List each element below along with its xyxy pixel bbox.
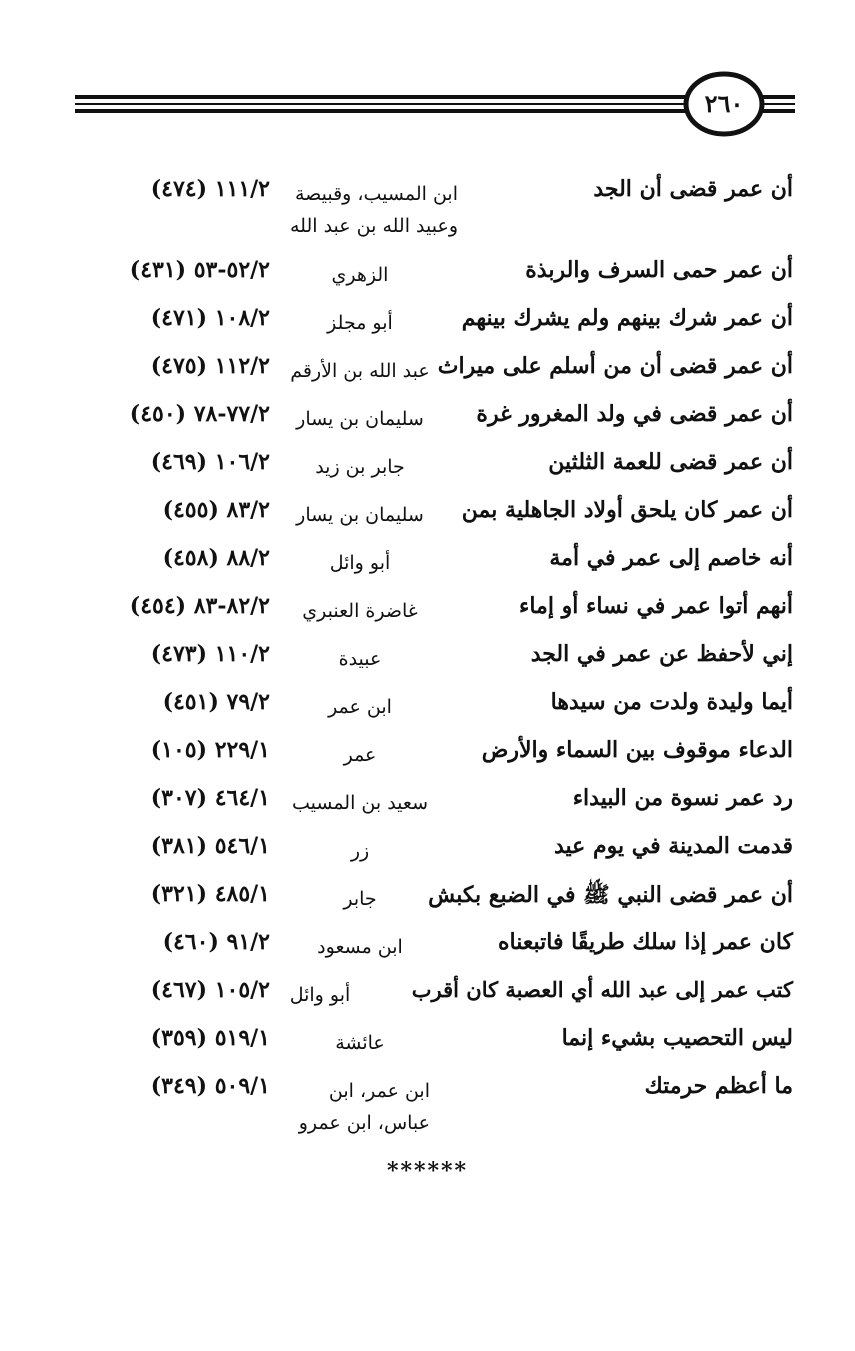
entry-reference: ٧٧/٢-٧٨ (٤٥٠) [129,401,270,427]
index-entry [0,441,855,489]
index-entry [0,969,855,1017]
entry-title: رد عمر نسوة من البيداء [572,785,793,811]
entry-reference: ٧٩/٢ (٤٥١) [162,689,270,715]
entry-narrator: زر [350,840,370,862]
entry-reference: ١١٢/٢ (٤٧٥) [150,353,270,379]
entry-reference: ٤٦٤/١ (٣٠٧) [150,785,270,811]
entry-title: أن عمر قضى في ولد المغرور غرة [476,401,793,427]
entry-reference: ١٠٥/٢ (٤٦٧) [150,977,270,1003]
entry-narrator: ابن المسيب، وقبيصة وعبيد الله بن عبد الله [290,183,458,237]
index-entry [0,345,855,393]
entry-reference: ٨٢/٢-٨٣ (٤٥٤) [129,593,270,619]
index-entry [0,297,855,345]
entry-reference: ١١٠/٢ (٤٧٣) [150,641,270,667]
page-header [0,0,855,170]
entry-title: أن عمر شرك بينهم ولم يشرك بينهم [461,305,793,331]
entry-narrator: عائشة [335,1032,385,1054]
index-entry [0,825,855,873]
entry-title: أن عمر قضى النبي ﷺ في الضبع بكبش [428,882,793,908]
index-entry [0,489,855,537]
entry-title: أن عمر قضى أن من أسلم على ميراث [437,353,793,379]
entry-narrator: ابن عمر، ابن عباس، ابن عمرو [298,1080,430,1134]
entry-narrator: ابن عمر [328,696,392,718]
entry-title: أن عمر قضى أن الجد [593,176,793,202]
index-entry [0,873,855,921]
index-list [0,168,855,1146]
entry-narrator: أبو مجلز [327,312,393,334]
entry-reference: ٨٨/٢ (٤٥٨) [162,545,270,571]
entry-title: الدعاء موقوف بين السماء والأرض [481,737,793,763]
entry-narrator: عبيدة [338,648,382,670]
entry-reference: ٥١٩/١ (٣٥٩) [150,1025,270,1051]
entry-narrator: عمر [343,744,377,766]
index-entry [0,777,855,825]
entry-title: قدمت المدينة في يوم عيد [553,833,793,859]
index-entry [0,681,855,729]
entry-narrator: الزهري [331,264,389,286]
entry-reference: ٥٤٦/١ (٣٨١) [150,833,270,859]
entry-narrator: غاضرة العنبري [302,600,418,622]
index-entry [0,537,855,585]
entry-title: أن عمر حمى السرف والربذة [525,257,793,283]
entry-title: ليس التحصيب بشيء إنما [561,1025,793,1051]
entry-reference: ١٠٨/٢ (٤٧١) [150,305,270,331]
entry-narrator: أبو وائل [289,984,351,1006]
entry-reference: ١٠٦/٢ (٤٦٩) [150,449,270,475]
index-entry [0,168,855,249]
index-entry [0,633,855,681]
entry-narrator: جابر بن زيد [315,456,405,478]
entry-reference: ٩١/٢ (٤٦٠) [162,929,270,955]
end-marker: ****** [386,1158,469,1184]
entry-narrator: أبو وائل [329,552,391,574]
entry-title: أنه خاصم إلى عمر في أمة [549,545,793,571]
entry-title: إني لأحفظ عن عمر في الجد [530,641,793,667]
entry-title: ما أعظم حرمتك [644,1073,793,1099]
index-entry [0,393,855,441]
entry-reference: ٤٨٥/١ (٣٢١) [150,881,270,907]
index-entry [0,1065,855,1146]
entry-title: أن عمر قضى للعمة الثلثين [548,449,793,475]
index-entry [0,729,855,777]
entry-narrator: عبد الله بن الأرقم [290,360,430,382]
index-entry [0,921,855,969]
entry-narrator: سعيد بن المسيب [291,792,428,814]
entry-narrator: سليمان بن يسار [296,408,424,430]
entry-narrator: سليمان بن يسار [296,504,424,526]
index-entry [0,585,855,633]
entry-reference: ٥٠٩/١ (٣٤٩) [150,1073,270,1099]
index-entry [0,1017,855,1065]
index-entry [0,249,855,297]
entry-title: كان عمر إذا سلك طريقًا فاتبعناه [498,929,793,955]
page-number: ٢٦٠ [704,88,744,118]
entry-title: أيما وليدة ولدت من سيدها [550,689,793,715]
entry-reference: ١١١/٢ (٤٧٤) [150,176,270,202]
entry-narrator: ابن مسعود [317,936,403,958]
entry-title: كتب عمر إلى عبد الله أي العصبة كان أقرب [411,977,793,1002]
entry-reference: ٥٢/٢-٥٣ (٤٣١) [129,257,270,283]
entry-reference: ٨٣/٢ (٤٥٥) [162,497,270,523]
entry-narrator: جابر [343,888,377,910]
entry-title: أن عمر كان يلحق أولاد الجاهلية بمن [461,497,793,523]
entry-reference: ٢٢٩/١ (١٠٥) [150,737,270,763]
entry-title: أنهم أتوا عمر في نساء أو إماء [518,593,793,619]
